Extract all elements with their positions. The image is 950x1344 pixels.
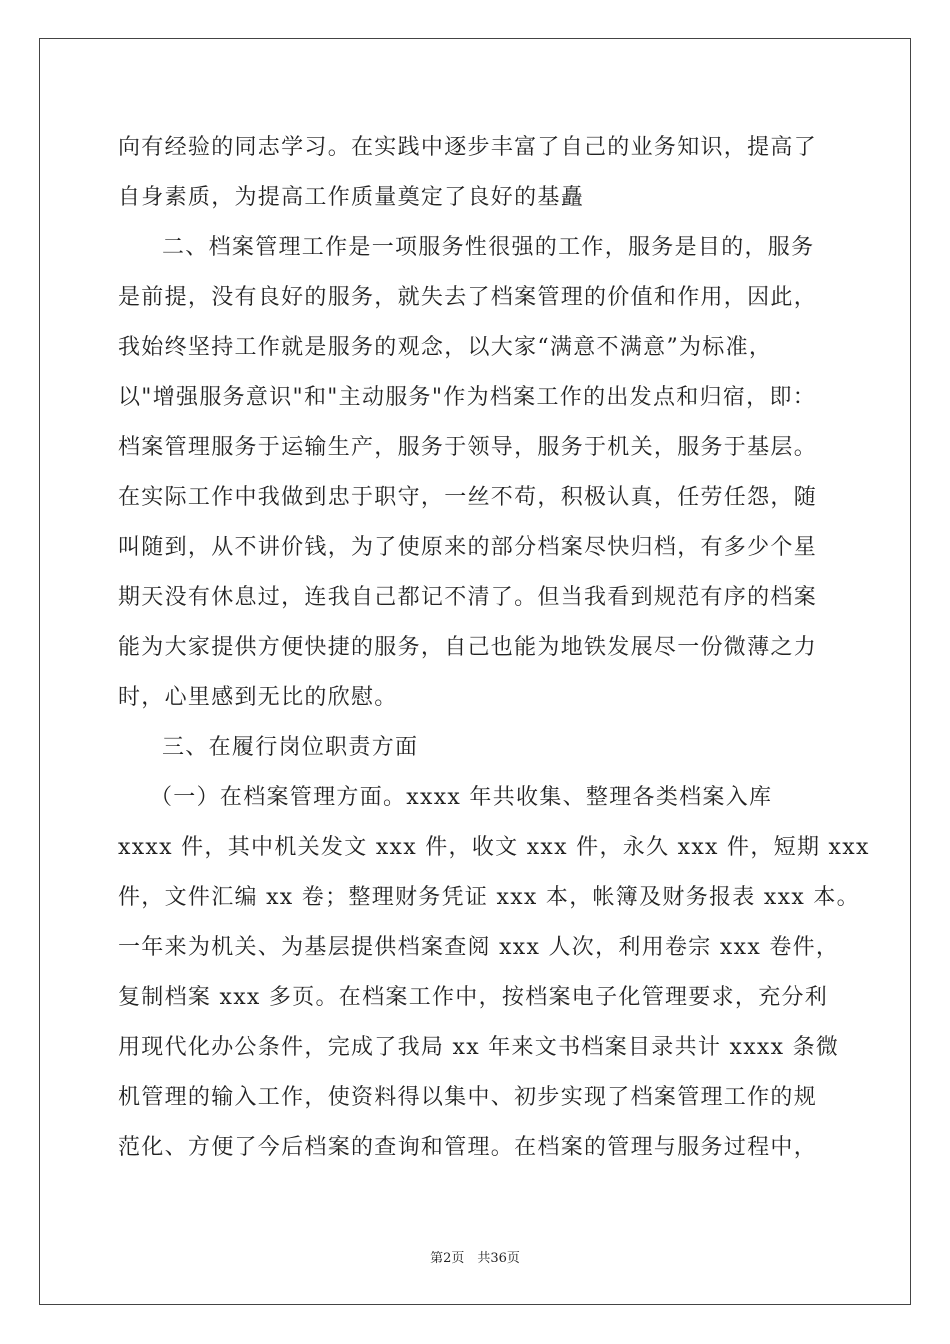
text-line: 档案管理服务于运输生产，服务于领导，服务于机关，服务于基层。 xyxy=(118,435,818,460)
section-heading: 三、在履行岗位职责方面 xyxy=(162,735,419,760)
text-line: 叫随到，从不讲价钱，为了使原来的部分档案尽快归档，有多少个星 xyxy=(118,535,818,560)
text-line: 自身素质，为提高工作质量奠定了良好的基矗 xyxy=(118,185,585,210)
text-line: 用现代化办公条件，完成了我局 xx 年来文书档案目录共计 xxxx 条微 xyxy=(118,1035,840,1060)
text-line: 机管理的输入工作，使资料得以集中、初步实现了档案管理工作的规 xyxy=(118,1085,818,1110)
text-line: 在实际工作中我做到忠于职守，一丝不苟，积极认真，任劳任怨，随 xyxy=(118,485,818,510)
subsection-start: （一）在档案管理方面。xxxx 年共收集、整理各类档案入库 xyxy=(150,785,773,810)
page-border xyxy=(39,38,911,1305)
text-line: 以"增强服务意识"和"主动服务"作为档案工作的出发点和归宿，即： xyxy=(118,385,817,410)
text-line: xxxx 件，其中机关发文 xxx 件，收文 xxx 件，永久 xxx 件，短期 xxx xyxy=(118,835,870,860)
text-line: 件，文件汇编 xx 卷；整理财务凭证 xxx 本，帐簿及财务报表 xxx 本。 xyxy=(118,885,860,910)
text-line: 是前提，没有良好的服务，就失去了档案管理的价值和作用，因此， xyxy=(118,285,818,310)
text-line: 范化、方便了今后档案的查询和管理。在档案的管理与服务过程中， xyxy=(118,1135,818,1160)
page-number: 第2页 共36页 xyxy=(430,1251,520,1266)
text-line: 向有经验的同志学习。在实践中逐步丰富了自己的业务知识，提高了 xyxy=(118,135,818,160)
paragraph-two-start: 二、档案管理工作是一项服务性很强的工作，服务是目的，服务 xyxy=(162,235,815,260)
text-line: 复制档案 xxx 多页。在档案工作中，按档案电子化管理要求，充分利 xyxy=(118,985,829,1010)
text-line: 时，心里感到无比的欣慰。 xyxy=(118,685,398,710)
text-line: 期天没有休息过，连我自己都记不清了。但当我看到规范有序的档案 xyxy=(118,585,818,610)
text-line: 能为大家提供方便快捷的服务，自己也能为地铁发展尽一份微薄之力 xyxy=(118,635,818,660)
text-line: 一年来为机关、为基层提供档案查阅 xxx 人次，利用卷宗 xxx 卷件， xyxy=(118,935,840,960)
text-line: 我始终坚持工作就是服务的观念，以大家“满意不满意”为标准， xyxy=(118,335,773,360)
